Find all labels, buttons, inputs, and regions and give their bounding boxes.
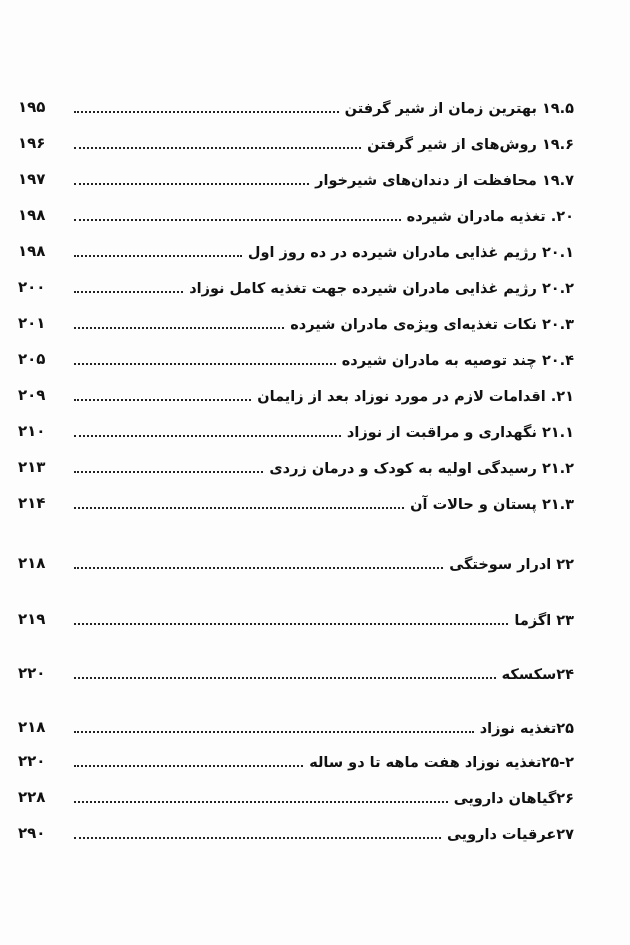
toc-entry <box>18 600 574 630</box>
toc-entry-title: ۲۱.۲ رسیدگی اولیه به کودک و درمان زردی <box>269 461 574 477</box>
toc-entry-title: ۲۵-۲تغذیه نوزاد هفت ماهه تا دو ساله <box>309 755 574 771</box>
dot-leader <box>74 471 263 473</box>
toc-entry-title: ۲۱. اقدامات لازم در مورد نوزاد بعد از زایمان <box>257 389 574 405</box>
toc-entry-title: ۲۱.۱ نگهداری و مراقبت از نوزاد <box>346 425 574 441</box>
toc-entry <box>18 412 574 442</box>
toc-entry <box>18 88 574 118</box>
toc-entry-title: ۱۹.۵ بهترین زمان از شیر گرفتن <box>344 101 574 117</box>
dot-leader <box>74 677 496 679</box>
toc-entry <box>18 484 574 514</box>
toc-entry-page: ۲۲۰ <box>18 664 46 682</box>
dot-leader <box>74 147 361 149</box>
toc-entry-page: ۲۱۴ <box>18 494 46 512</box>
toc-entry-page: ۱۹۸ <box>18 242 46 260</box>
toc-entry <box>18 232 574 262</box>
dot-leader <box>74 183 309 185</box>
toc-entry-page: ۲۱۰ <box>18 422 46 440</box>
dot-leader <box>74 435 341 437</box>
toc-entry-page: ۱۹۶ <box>18 134 46 152</box>
toc-entry <box>18 544 574 574</box>
toc-entry <box>18 340 574 370</box>
toc-entry-title: ۲۰.۱ رژیم غذایی مادران شیرده در ده روز اول <box>247 245 574 261</box>
toc-entry-page: ۲۱۸ <box>18 718 46 736</box>
toc-entry-title: ۲۶گیاهان دارویی <box>453 791 574 807</box>
toc-entry-page: ۲۱۹ <box>18 610 46 628</box>
dot-leader <box>74 363 336 365</box>
toc-entry-page: ۲۱۳ <box>18 458 46 476</box>
toc-entry-page: ۲۰۹ <box>18 386 46 404</box>
toc-entry-page: ۲۱۸ <box>18 554 46 572</box>
toc-entry-title: ۲۰.۳ نکات تغذیه‌ای ویژه‌ی مادران شیرده <box>290 317 574 333</box>
dot-leader <box>74 255 242 257</box>
toc-entry <box>18 268 574 298</box>
toc-entry-page: ۲۲۸ <box>18 788 46 806</box>
toc-entry <box>18 814 574 844</box>
toc-entry-title: ۲۰. تغذیه مادران شیرده <box>406 209 574 225</box>
toc-entry <box>18 304 574 334</box>
dot-leader <box>74 291 183 293</box>
toc-entry <box>18 742 574 772</box>
toc-entry <box>18 124 574 154</box>
dot-leader <box>74 731 474 733</box>
toc-entry-title: ۲۵تغذیه نوزاد <box>479 721 574 737</box>
toc-entry-title: ۲۲ ادرار سوختگی <box>449 557 574 573</box>
dot-leader <box>74 399 251 401</box>
toc-entry <box>18 160 574 190</box>
toc-entry-title: ۱۹.۷ محافظت از دندان‌های شیرخوار <box>315 173 574 189</box>
toc-entry-title: ۲۰.۲ رژیم غذایی مادران شیرده جهت تغذیه کامل نوزاد <box>189 281 574 297</box>
dot-leader <box>74 837 441 839</box>
toc-entry <box>18 778 574 808</box>
toc-entry <box>18 448 574 478</box>
toc-entry-title: ۱۹.۶ روش‌های از شیر گرفتن <box>367 137 574 153</box>
dot-leader <box>74 623 508 625</box>
dot-leader <box>74 111 339 113</box>
dot-leader <box>74 219 401 221</box>
toc-entry-page: ۲۰۱ <box>18 314 46 332</box>
toc-entry-title: ۲۰.۴ چند توصیه به مادران شیرده <box>341 353 574 369</box>
toc-entry-title: ۲۳ اگزما <box>514 613 574 629</box>
dot-leader <box>74 507 404 509</box>
toc-entry-page: ۲۰۰ <box>18 278 46 296</box>
toc-entry-page: ۲۹۰ <box>18 824 46 842</box>
toc-entry-page: ۱۹۸ <box>18 206 46 224</box>
toc-entry <box>18 376 574 406</box>
dot-leader <box>74 801 448 803</box>
dot-leader <box>74 567 443 569</box>
toc-entry-page: ۱۹۵ <box>18 98 46 116</box>
toc-entry <box>18 708 574 738</box>
toc-entry-title: ۲۱.۳ پستان و حالات آن <box>410 497 574 513</box>
toc-entry-title: ۲۴سکسکه <box>501 667 574 683</box>
toc-entry-page: ۲۰۵ <box>18 350 46 368</box>
toc-entry-page: ۲۲۰ <box>18 752 46 770</box>
dot-leader <box>74 765 303 767</box>
dot-leader <box>74 327 284 329</box>
toc-entry <box>18 654 574 684</box>
toc-entry <box>18 196 574 226</box>
toc-entry-page: ۱۹۷ <box>18 170 46 188</box>
toc-entry-title: ۲۷عرقیات دارویی <box>447 827 574 843</box>
